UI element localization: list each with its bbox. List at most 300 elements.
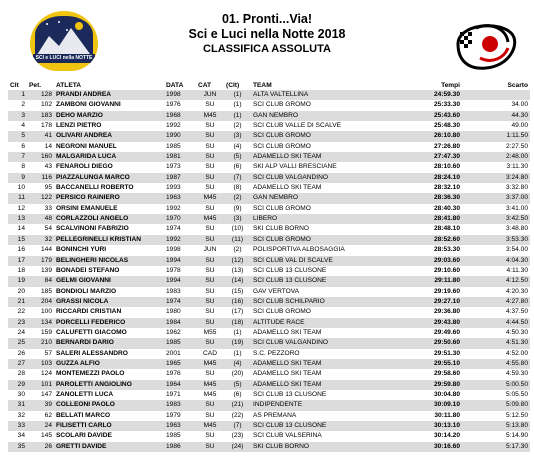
- table-row: [8, 173, 530, 183]
- cell-cat: SU: [205, 432, 215, 440]
- cell-tempi: 27:47.30: [388, 152, 462, 162]
- cell-pet: 147: [40, 390, 52, 398]
- cell-clt-cat: (11): [224, 235, 251, 245]
- cell-scarto: 4:27.80: [462, 297, 530, 307]
- cell-clt-cat: (18): [224, 318, 251, 328]
- cell-team: SCI CLUB GROMO: [253, 142, 311, 150]
- cell-tempi: 30:04.80: [433, 390, 460, 398]
- cell-clt-cat: (16): [224, 297, 251, 307]
- cell-scarto: 5:05.50: [506, 390, 528, 398]
- cell-pet: 54: [44, 225, 52, 233]
- cell-atleta: RICCARDI CRISTIAN: [56, 308, 122, 316]
- cell-pet: 33: [44, 204, 52, 212]
- cell-team: SCI CLUB 13 CLUSONE: [251, 276, 388, 286]
- cell-clt-cat: (19): [224, 338, 251, 348]
- results-table: [8, 80, 530, 452]
- cell-atleta: ORSINI EMANUELE: [56, 204, 118, 212]
- cell-tempi: 24:59.30: [388, 90, 462, 100]
- cell-team: ALTITUDE RACE: [251, 318, 388, 328]
- table-row: [8, 297, 530, 307]
- cell-scarto: 1:11.50: [462, 131, 530, 141]
- cell-clt-cat: (1): [233, 328, 242, 336]
- cell-clt: 30: [17, 390, 25, 398]
- table-row: [8, 442, 530, 452]
- cell-cat: SU: [196, 131, 224, 141]
- cell-tempi: 30:11.80: [434, 411, 460, 419]
- cell-atleta: PIAZZALUNGA MARCO: [54, 173, 164, 183]
- cell-cat: SU: [205, 101, 215, 109]
- cell-team: GAV VERTOVA: [253, 287, 300, 295]
- cell-cat: SU: [205, 411, 215, 419]
- cell-atleta: CALUFETTI GIACOMO: [56, 328, 127, 336]
- cell-clt-cat: (7): [224, 173, 251, 183]
- cell-scarto: 5:13.80: [462, 421, 530, 431]
- cell-scarto: 3:42.50: [462, 214, 530, 224]
- table-row: [8, 307, 530, 317]
- cell-scarto: 3:37.00: [462, 193, 530, 203]
- cell-clt: 2: [21, 101, 25, 109]
- cell-clt-cat: (15): [231, 287, 244, 295]
- cell-atleta: BONINCHI YURI: [56, 246, 107, 254]
- table-row: [8, 328, 530, 338]
- cell-atleta: BONADEI STEFANO: [56, 266, 120, 274]
- cell-pet: 128: [27, 90, 54, 100]
- cell-team: SCI CLUB GROMO: [253, 204, 311, 212]
- cell-scarto: 3:48.80: [506, 225, 528, 233]
- cell-pet: 57: [44, 349, 52, 357]
- cell-scarto: 5:09.80: [462, 400, 530, 410]
- cell-data: 1992: [164, 235, 196, 245]
- cell-team: SCI CLUB 13 CLUSONE: [251, 421, 388, 431]
- cell-tempi: 29:36.80: [433, 308, 460, 316]
- cell-cat: M45: [196, 380, 224, 390]
- col-header-data: DATA: [166, 81, 184, 89]
- cell-scarto: 5:14.90: [506, 432, 528, 440]
- cell-tempi: 30:09.10: [388, 400, 462, 410]
- cell-clt-cat: (3): [224, 214, 251, 224]
- cell-scarto: 4:44.50: [462, 318, 530, 328]
- cell-team: SCI CLUB GROMO: [253, 308, 311, 316]
- cell-pet: 41: [27, 131, 54, 141]
- cell-clt: 22: [17, 308, 25, 316]
- cell-tempi: 29:19.60: [433, 287, 460, 295]
- cell-team: SCI CLUB 13 CLUSONE: [253, 266, 327, 274]
- cell-team: ADAMELLO SKI TEAM: [251, 380, 388, 390]
- cell-clt-cat: (12): [224, 256, 251, 266]
- cell-scarto: 3:32.80: [506, 184, 528, 192]
- cell-atleta: MONTEMEZZI PAOLO: [56, 370, 125, 378]
- col-header-team: TEAM: [253, 81, 272, 89]
- race-title: 01. Pronti...Via!: [221, 12, 313, 26]
- cell-team: SCI CLUB 13 CLUSONE: [253, 390, 327, 398]
- cell-team: INDIPENDENTE: [251, 400, 388, 410]
- cell-tempi: 28:24.10: [388, 173, 462, 183]
- cell-clt: 15: [8, 235, 27, 245]
- cell-clt-cat: (6): [233, 390, 242, 398]
- cell-clt-cat: (4): [224, 359, 251, 369]
- cell-clt-cat: (2): [233, 122, 242, 130]
- cell-atleta: PAROLETTI ANGIOLINO: [54, 380, 164, 390]
- cell-clt-cat: (2): [224, 193, 251, 203]
- table-row: [8, 224, 530, 234]
- cell-clt-cat: (21): [224, 400, 251, 410]
- cell-data: 1973: [166, 163, 181, 171]
- cell-clt: 12: [17, 204, 25, 212]
- cell-scarto: 4:55.80: [462, 359, 530, 369]
- cell-data: 1976: [166, 101, 181, 109]
- table-row: [8, 256, 530, 266]
- cell-scarto: 4:04.30: [462, 256, 530, 266]
- cell-data: 1976: [166, 370, 181, 378]
- table-row: [8, 235, 530, 245]
- cell-tempi: 28:40.30: [433, 204, 460, 212]
- cell-cat: SU: [196, 318, 224, 328]
- cell-pet: 62: [44, 411, 52, 419]
- cell-clt: 6: [21, 142, 25, 150]
- cell-clt: 1: [8, 90, 27, 100]
- logo-banner: SCI e LUCI nella NOTTE: [33, 54, 95, 63]
- cell-team: GAN NEMBRO: [251, 193, 388, 203]
- cell-scarto: 5:00.50: [462, 380, 530, 390]
- cell-clt-cat: (1): [233, 349, 242, 357]
- cell-clt-cat: (1): [224, 111, 251, 121]
- cell-cat: M45: [196, 214, 224, 224]
- cell-pet: 122: [27, 193, 54, 203]
- cell-cat: CAD: [203, 349, 217, 357]
- cell-tempi: 29:43.80: [388, 318, 462, 328]
- cell-atleta: PORCELLI FEDERICO: [54, 318, 164, 328]
- cell-clt: 17: [8, 256, 27, 266]
- cell-tempi: 28:48.10: [433, 225, 460, 233]
- cell-cat: M45: [196, 421, 224, 431]
- table-row: [8, 193, 530, 203]
- cell-team: SCI CLUB GROMO: [251, 131, 388, 141]
- cell-clt: 19: [8, 276, 27, 286]
- cell-tempi: 30:16.60: [388, 442, 462, 452]
- cell-cat: SU: [196, 152, 224, 162]
- cell-atleta: LENZI PIETRO: [56, 122, 102, 130]
- ranking-title: CLASSIFICA ASSOLUTA: [203, 43, 331, 55]
- cell-data: 1981: [164, 152, 196, 162]
- cell-data: 1974: [164, 297, 196, 307]
- cell-data: 1974: [166, 225, 181, 233]
- table-row: [8, 400, 530, 410]
- cell-pet: 178: [40, 122, 52, 130]
- cell-pet: 26: [27, 442, 54, 452]
- cell-data: 1992: [166, 204, 181, 212]
- cell-atleta: BELLATI MARCO: [56, 411, 111, 419]
- cell-scarto: 4:12.50: [462, 276, 530, 286]
- cell-data: 1990: [164, 131, 196, 141]
- cell-clt: 28: [17, 370, 25, 378]
- cell-tempi: 27:26.80: [433, 142, 460, 150]
- cell-cat: M55: [203, 328, 217, 336]
- cell-clt: 7: [8, 152, 27, 162]
- cell-clt-cat: (24): [224, 442, 251, 452]
- cell-cat: JUN: [203, 246, 217, 254]
- cell-atleta: GELMI GIOVANNI: [54, 276, 164, 286]
- cell-data: 1980: [166, 308, 181, 316]
- cell-cat: SU: [196, 400, 224, 410]
- cell-atleta: PELLEGRINELLI KRISTIAN: [54, 235, 164, 245]
- table-row: [8, 287, 530, 297]
- table-row: [8, 90, 530, 100]
- cell-clt: 25: [8, 338, 27, 348]
- cell-clt-cat: (1): [224, 90, 251, 100]
- cell-cat: SU: [205, 370, 215, 378]
- cell-clt: 34: [17, 432, 25, 440]
- cell-scarto: 2:48.00: [462, 152, 530, 162]
- cell-pet: 210: [27, 338, 54, 348]
- cell-pet: 84: [27, 276, 54, 286]
- cell-clt-cat: (6): [233, 163, 242, 171]
- cell-team: SCI CLUB GROMO: [251, 235, 388, 245]
- cell-pet: 185: [40, 287, 52, 295]
- cell-cat: SU: [205, 184, 215, 192]
- cell-pet: 101: [27, 380, 54, 390]
- cell-scarto: 4:20.30: [506, 287, 528, 295]
- cell-scarto: 3:41.00: [506, 204, 528, 212]
- cell-atleta: COLLEONI PAOLO: [54, 400, 164, 410]
- cell-scarto: 4:11.30: [506, 266, 528, 274]
- cell-pet: 32: [27, 235, 54, 245]
- cell-tempi: 29:51.30: [433, 349, 460, 357]
- cell-data: 1984: [164, 318, 196, 328]
- cell-clt-cat: (5): [224, 152, 251, 162]
- cell-tempi: 28:32.10: [433, 184, 460, 192]
- cell-atleta: GRASSI NICOLA: [54, 297, 164, 307]
- cell-pet: 134: [27, 318, 54, 328]
- cell-clt-cat: (7): [224, 421, 251, 431]
- cell-cat: SU: [205, 287, 215, 295]
- cell-team: ADAMELLO SKI TEAM: [253, 328, 322, 336]
- cell-cat: SU: [205, 204, 215, 212]
- cell-clt: 33: [8, 421, 27, 431]
- cell-cat: SU: [205, 225, 215, 233]
- cell-data: 1993: [166, 184, 181, 192]
- cell-data: 1994: [164, 256, 196, 266]
- cell-team: AS PREMANA: [253, 411, 297, 419]
- cell-atleta: BERNARDI DARIO: [54, 338, 164, 348]
- cell-pet: 39: [27, 400, 54, 410]
- cell-tempi: 26:10.80: [388, 131, 462, 141]
- cell-scarto: [462, 90, 530, 100]
- cell-tempi: 28:36.30: [388, 193, 462, 203]
- cell-tempi: 25:33.30: [433, 101, 460, 109]
- cell-tempi: 28:52.60: [388, 235, 462, 245]
- cell-team: SCI CLUB GROMO: [253, 101, 311, 109]
- col-header-clt-cat: (Clt): [226, 81, 240, 89]
- cell-cat: SU: [196, 276, 224, 286]
- cell-tempi: 30:14.20: [433, 432, 460, 440]
- cell-atleta: SCOLARI DAVIDE: [56, 432, 112, 440]
- cell-data: 1998: [164, 90, 196, 100]
- cell-atleta: FILISETTI CARLO: [54, 421, 164, 431]
- cell-data: 1998: [166, 246, 181, 254]
- cell-data: 1970: [164, 214, 196, 224]
- cell-pet: 179: [27, 256, 54, 266]
- cell-clt-cat: (9): [233, 204, 242, 212]
- table-row: [8, 152, 530, 162]
- cell-atleta: CORLAZZOLI ANGELO: [54, 214, 164, 224]
- col-header-pet: Pet.: [29, 81, 42, 89]
- cell-cat: SU: [205, 308, 215, 316]
- cell-tempi: 29:49.60: [433, 328, 460, 336]
- cell-atleta: PRANDI ANDREA: [54, 90, 164, 100]
- cell-team: SCI CLUB VAL DI SCALVE: [251, 256, 388, 266]
- col-header-clt: Clt: [10, 81, 19, 89]
- cell-clt-cat: (1): [233, 101, 242, 109]
- cell-clt: 5: [8, 131, 27, 141]
- cell-clt: 21: [8, 297, 27, 307]
- cell-team: SCI CLUB VALGANDINO: [251, 338, 388, 348]
- cell-scarto: 4:52.00: [506, 349, 528, 357]
- cell-team: POLISPORTIVA ALBOSAGGIA: [253, 246, 345, 254]
- cell-clt: 29: [8, 380, 27, 390]
- cell-clt: 27: [8, 359, 27, 369]
- cell-data: 1987: [164, 173, 196, 183]
- cell-data: 1965: [164, 359, 196, 369]
- table-row: [8, 431, 530, 441]
- table-row: [8, 245, 530, 255]
- cell-scarto: 3:24.80: [462, 173, 530, 183]
- cell-team: SCI CLUB VALLE DI SCALVE: [253, 122, 342, 130]
- cell-tempi: 29:59.80: [388, 380, 462, 390]
- cell-scarto: 2:27.50: [506, 142, 528, 150]
- cell-scarto: 5:17.30: [462, 442, 530, 452]
- cell-data: 1979: [166, 411, 181, 419]
- cell-cat: M45: [203, 390, 217, 398]
- cell-tempi: 29:27.10: [388, 297, 462, 307]
- cell-cat: SU: [196, 338, 224, 348]
- cell-team: SKI CLUB BORNO: [251, 442, 388, 452]
- cell-atleta: PERSICO RAINIERO: [54, 193, 164, 203]
- cell-cat: SU: [196, 297, 224, 307]
- cell-clt-cat: (20): [231, 370, 244, 378]
- cell-pet: 144: [40, 246, 52, 254]
- table-row: [8, 318, 530, 328]
- cell-pet: 100: [40, 308, 52, 316]
- cell-cat: SU: [205, 266, 215, 274]
- cell-scarto: 3:11.30: [506, 163, 528, 171]
- cell-tempi: 25:43.60: [388, 111, 462, 121]
- cell-atleta: GUZZA ALFIO: [54, 359, 164, 369]
- cell-team: GAN NEMBRO: [251, 111, 388, 121]
- cell-atleta: ZANOLETTI LUCA: [56, 390, 114, 398]
- cell-atleta: FENAROLI DIEGO: [56, 163, 113, 171]
- cell-data: 1968: [164, 111, 196, 121]
- cell-tempi: 28:41.80: [388, 214, 462, 224]
- cell-clt-cat: (17): [231, 308, 244, 316]
- cell-clt: 20: [17, 287, 25, 295]
- cell-data: 1985: [166, 432, 181, 440]
- cell-cat: JUN: [196, 90, 224, 100]
- cell-team: SCI CLUB SCHILPARIO: [251, 297, 388, 307]
- cell-clt-cat: (2): [233, 246, 242, 254]
- cell-cat: SU: [196, 442, 224, 452]
- cell-tempi: 29:11.80: [388, 276, 462, 286]
- cell-data: 1986: [164, 442, 196, 452]
- cell-cat: SU: [205, 163, 215, 171]
- cell-pet: 160: [27, 152, 54, 162]
- cell-cat: M45: [196, 359, 224, 369]
- cell-clt: 18: [17, 266, 25, 274]
- cell-clt-cat: (10): [231, 225, 244, 233]
- cell-clt: 23: [8, 318, 27, 328]
- cell-scarto: 34.00: [511, 101, 528, 109]
- cell-atleta: OLIVARI ANDREA: [54, 131, 164, 141]
- event-title: Sci e Luci nella Notte 2018: [188, 27, 346, 41]
- cell-data: 1963: [164, 193, 196, 203]
- cell-pet: 124: [40, 370, 52, 378]
- cell-scarto: 3:54.00: [506, 246, 528, 254]
- cell-scarto: 44.30: [462, 111, 530, 121]
- table-row: [8, 214, 530, 224]
- cell-pet: 183: [27, 111, 54, 121]
- cell-atleta: NEGRONI MANUEL: [56, 142, 117, 150]
- cell-scarto: 4:51.30: [462, 338, 530, 348]
- cell-data: 1964: [164, 380, 196, 390]
- cell-data: 1978: [166, 266, 181, 274]
- cell-clt-cat: (3): [224, 131, 251, 141]
- cell-cat: SU: [205, 122, 215, 130]
- cell-tempi: 28:10.60: [433, 163, 460, 171]
- cell-clt-cat: (13): [231, 266, 244, 274]
- cell-atleta: BONDIOLI MARZIO: [56, 287, 117, 295]
- cell-pet: 24: [27, 421, 54, 431]
- cell-clt: 16: [17, 246, 25, 254]
- cell-atleta: BACCANELLI ROBERTO: [56, 184, 134, 192]
- cell-clt: 9: [8, 173, 27, 183]
- cell-clt: 32: [17, 411, 25, 419]
- cell-data: 1962: [166, 328, 181, 336]
- cell-team: LIBERO: [251, 214, 388, 224]
- cell-cat: SU: [196, 235, 224, 245]
- cell-clt: 26: [17, 349, 25, 357]
- cell-clt: 8: [21, 163, 25, 171]
- table-row: [8, 266, 530, 276]
- cell-scarto: 4:59.30: [506, 370, 528, 378]
- cell-data: 1994: [164, 276, 196, 286]
- cell-cat: SU: [196, 256, 224, 266]
- cell-data: 1985: [166, 142, 181, 150]
- table-row: [8, 276, 530, 286]
- cell-clt-cat: (14): [224, 276, 251, 286]
- table-row: [8, 369, 530, 379]
- cell-clt: 3: [8, 111, 27, 121]
- cell-data: 1985: [164, 338, 196, 348]
- cell-clt: 14: [17, 225, 25, 233]
- cell-pet: 116: [27, 173, 54, 183]
- table-row: [8, 142, 530, 152]
- cell-data: 1983: [166, 287, 181, 295]
- cell-atleta: ZAMBONI GIOVANNI: [56, 101, 121, 109]
- cell-tempi: 29:50.60: [388, 338, 462, 348]
- cell-scarto: 49.00: [511, 122, 528, 130]
- col-header-cat: CAT: [198, 81, 212, 89]
- cell-atleta: MALGARIDA LUCA: [54, 152, 164, 162]
- cell-data: 1983: [164, 400, 196, 410]
- table-row: [8, 390, 530, 400]
- cell-atleta: GRETTI DAVIDE: [54, 442, 164, 452]
- cell-data: 1992: [166, 122, 181, 130]
- table-row: [8, 421, 530, 431]
- cell-clt-cat: (22): [231, 411, 244, 419]
- table-row: [8, 162, 530, 172]
- table-row: [8, 100, 530, 110]
- cell-clt-cat: (5): [224, 380, 251, 390]
- cell-team: ADAMELLO SKI TEAM: [251, 152, 388, 162]
